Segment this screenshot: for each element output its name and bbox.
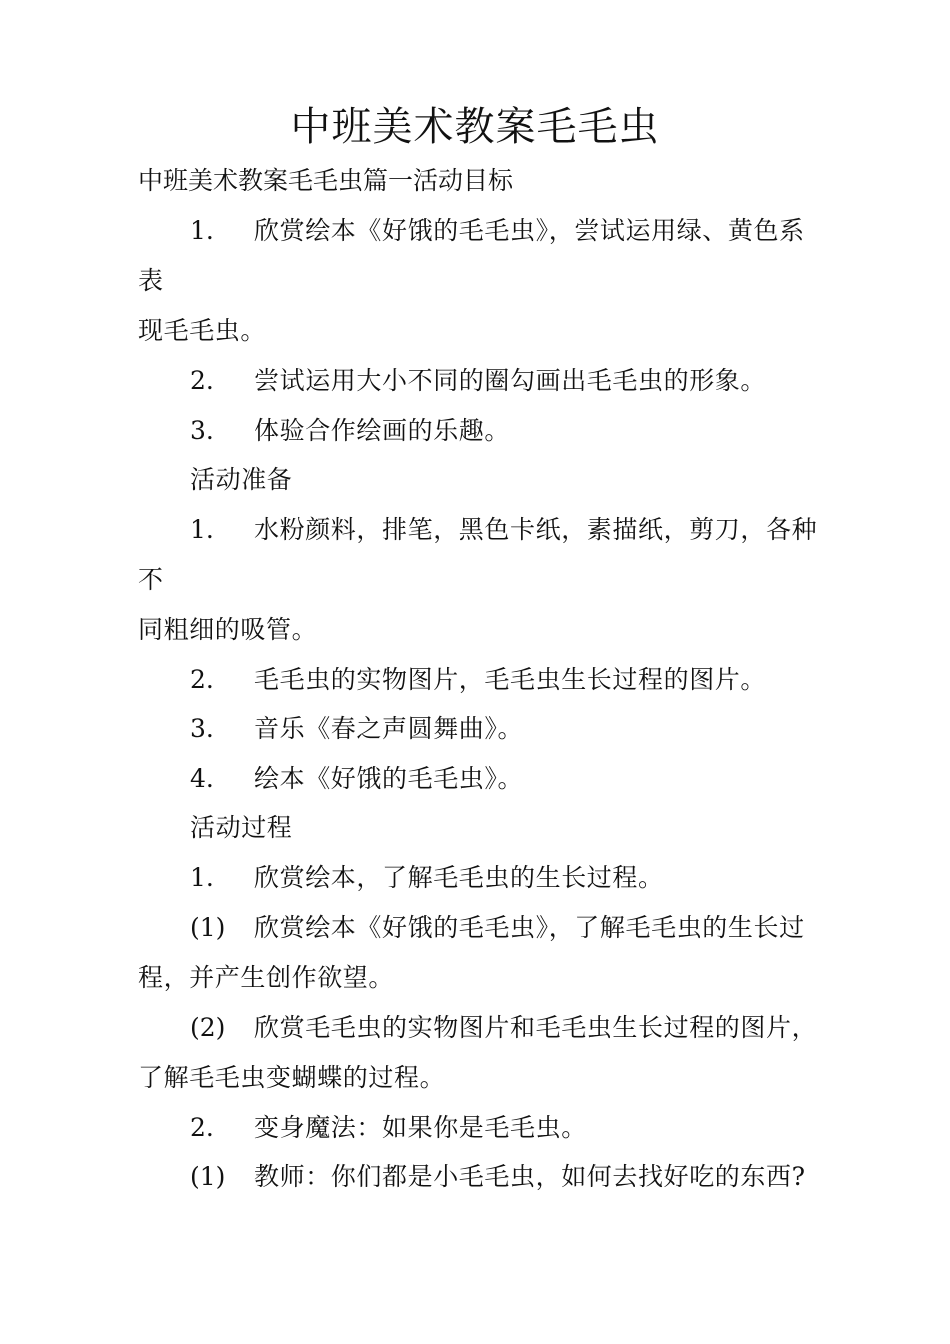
prep-4-text: 绘本《好饿的毛毛虫》。 bbox=[254, 764, 524, 793]
document-title: 中班美术教案毛毛虫 bbox=[290, 104, 660, 150]
process-heading: 活动过程 bbox=[190, 813, 293, 842]
goal-2-number: 2. bbox=[190, 366, 214, 395]
goal-3-number: 3. bbox=[190, 416, 214, 445]
process-1-1-number: (1) bbox=[190, 913, 226, 942]
prep-1-wrap-1: 不 bbox=[138, 565, 164, 594]
process-2-text: 变身魔法：如果你是毛毛虫。 bbox=[254, 1113, 587, 1142]
prep-2-number: 2. bbox=[190, 665, 214, 694]
process-1-2-text: 欣赏毛毛虫的实物图片和毛毛虫生长过程的图片， bbox=[254, 1013, 818, 1042]
process-2-number: 2. bbox=[190, 1113, 214, 1142]
process-1-2-number: (2) bbox=[190, 1013, 226, 1042]
prep-2-text: 毛毛虫的实物图片，毛毛虫生长过程的图片。 bbox=[254, 665, 767, 694]
prep-3-text: 音乐《春之声圆舞曲》。 bbox=[254, 714, 524, 743]
goal-3-text: 体验合作绘画的乐趣。 bbox=[254, 416, 511, 445]
goal-1-wrap-2: 现毛毛虫。 bbox=[138, 316, 267, 345]
prep-1-number: 1. bbox=[190, 515, 214, 544]
goal-2-text: 尝试运用大小不同的圈勾画出毛毛虫的形象。 bbox=[254, 366, 767, 395]
prep-1-text: 水粉颜料，排笔，黑色卡纸，素描纸，剪刀，各种 bbox=[254, 515, 818, 544]
process-1-text: 欣赏绘本，了解毛毛虫的生长过程。 bbox=[254, 863, 664, 892]
prep-3-number: 3. bbox=[190, 714, 214, 743]
goal-1-text: 欣赏绘本《好饿的毛毛虫》，尝试运用绿、黄色系 bbox=[254, 216, 805, 245]
process-1-number: 1. bbox=[190, 863, 214, 892]
goal-1-wrap-1: 表 bbox=[138, 266, 164, 295]
process-2-1-number: (1) bbox=[190, 1162, 226, 1191]
prep-4-number: 4. bbox=[190, 764, 214, 793]
process-2-1-text: 教师：你们都是小毛毛虫，如何去找好吃的东西? bbox=[254, 1162, 806, 1191]
goal-1-number: 1. bbox=[190, 216, 214, 245]
process-1-1-wrap: 程，并产生创作欲望。 bbox=[138, 963, 395, 992]
process-1-1-text: 欣赏绘本《好饿的毛毛虫》，了解毛毛虫的生长过 bbox=[254, 913, 805, 942]
prep-heading: 活动准备 bbox=[190, 465, 293, 494]
process-1-2-wrap: 了解毛毛虫变蝴蝶的过程。 bbox=[138, 1063, 446, 1092]
prep-1-wrap-2: 同粗细的吸管。 bbox=[138, 615, 318, 644]
section-subtitle: 中班美术教案毛毛虫篇一活动目标 bbox=[138, 166, 514, 195]
